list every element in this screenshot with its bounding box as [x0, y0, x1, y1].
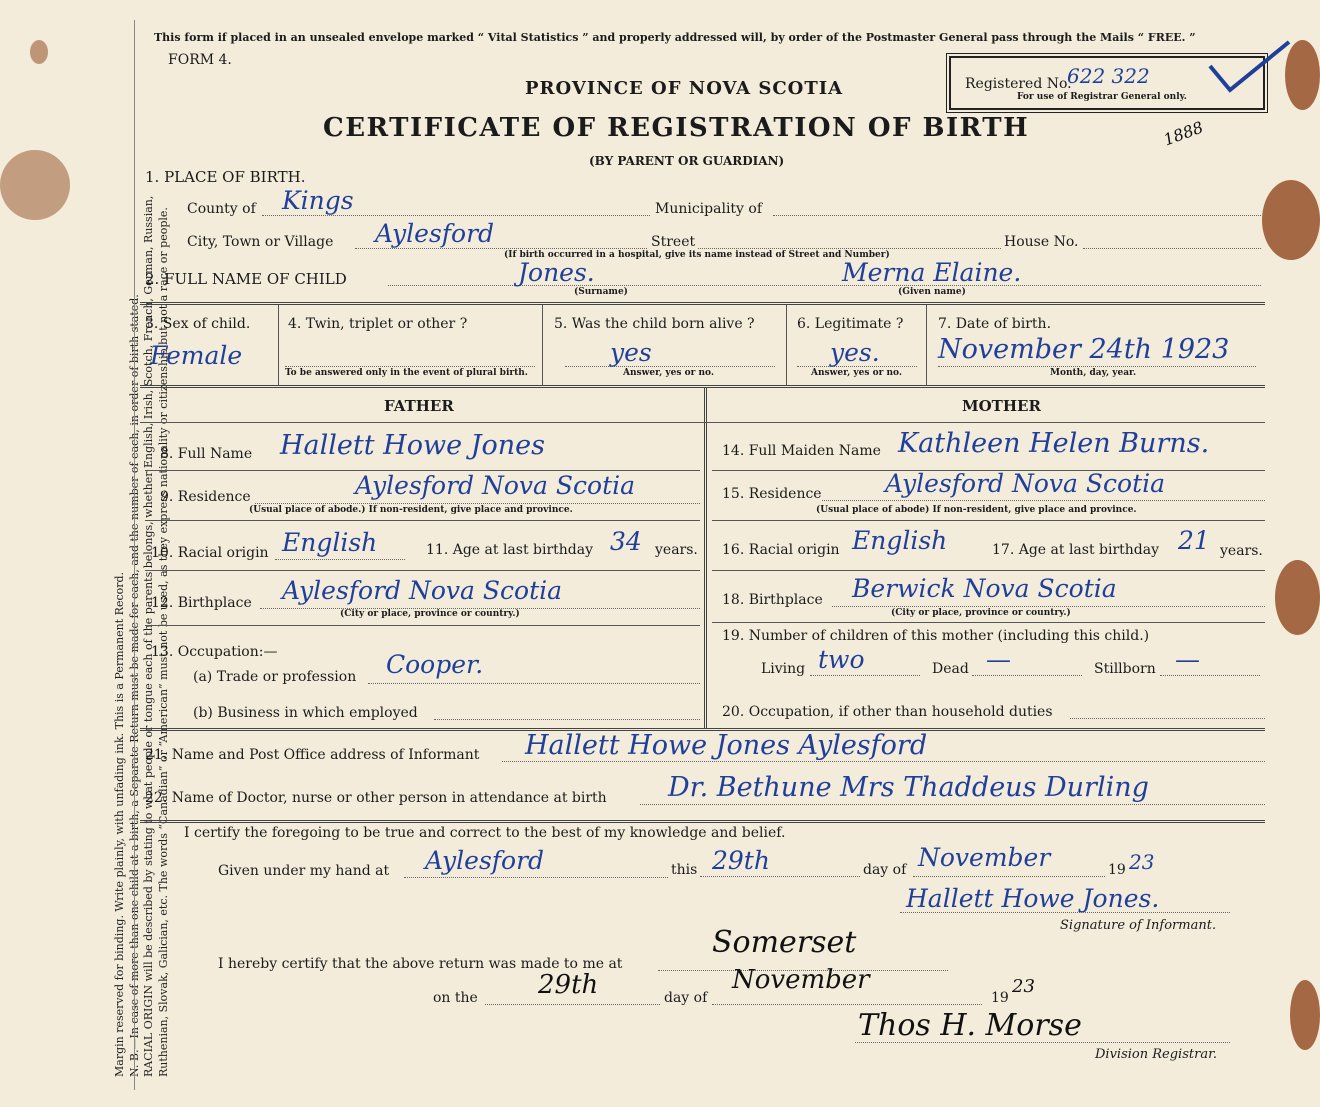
- province-heading: PROVINCE OF NOVA SCOTIA: [525, 78, 844, 99]
- hospital-note: (If birth occurred in a hospital, give its name instead of Street and Number): [504, 250, 890, 260]
- informant-signature: Hallett Howe Jones.: [906, 884, 1160, 913]
- mother-race-label: 16. Racial origin: [722, 542, 840, 558]
- page-subtitle: (BY PARENT OR GUARDIAN): [589, 154, 785, 168]
- father-trade-label: (a) Trade or profession: [193, 669, 357, 685]
- sex-value: Female: [150, 341, 243, 370]
- mother-birthplace-note: (City or place, province or country.): [891, 608, 1071, 618]
- given-place-value: Aylesford: [425, 846, 545, 875]
- house-label: House No.: [1004, 234, 1079, 250]
- mother-name-value: Kathleen Helen Burns.: [898, 428, 1210, 459]
- legitimate-value: yes.: [830, 338, 880, 367]
- mother-race-value: English: [852, 526, 948, 555]
- form-number: FORM 4.: [168, 52, 232, 68]
- mail-notice: This form if placed in an unsealed envelope marked “ Vital Statistics ” and properly addressed will, by order of the Postmaster General pass through the Mails “ FREE. ”: [154, 31, 1196, 44]
- city-label: City, Town or Village: [187, 234, 334, 250]
- this-day-value: 29th: [712, 846, 770, 875]
- registered-number: 622 322: [1067, 64, 1150, 88]
- registrar-signature: Thos H. Morse: [858, 1008, 1082, 1043]
- dob-value: November 24th 1923: [938, 334, 1230, 365]
- registrar-year-value: 23: [1012, 976, 1035, 997]
- dead-label: Dead: [932, 661, 969, 677]
- cert-year-value: 23: [1129, 850, 1155, 874]
- registrar-day-value: 29th: [538, 970, 599, 1000]
- binding-margin: [0, 0, 170, 1107]
- mother-name-label: 14. Full Maiden Name: [722, 443, 881, 459]
- mother-birthplace-label: 18. Birthplace: [722, 592, 823, 608]
- father-business-label: (b) Business in which employed: [193, 705, 418, 721]
- father-name-label: 8. Full Name: [160, 446, 253, 462]
- dob-label: 7. Date of birth.: [938, 316, 1052, 332]
- father-residence-label: 9. Residence: [160, 489, 251, 505]
- stillborn-label: Stillborn: [1094, 661, 1156, 677]
- municipality-label: Municipality of: [655, 201, 763, 217]
- registrar-statement: I hereby certify that the above return was made to me at: [218, 956, 623, 972]
- mother-age-unit: years.: [1220, 543, 1263, 559]
- father-heading: FATHER: [384, 397, 454, 415]
- father-trade-value: Cooper.: [386, 650, 484, 679]
- mother-children-label: 19. Number of children of this mother (including this child.): [722, 628, 1150, 644]
- mother-residence-note: (Usual place of abode) If non-resident, give place and province.: [816, 505, 1137, 515]
- mother-age-value: 21: [1178, 526, 1210, 555]
- legitimate-note: Answer, yes or no.: [811, 368, 902, 378]
- cert-month-value: November: [918, 843, 1051, 872]
- mother-residence-value: Aylesford Nova Scotia: [885, 469, 1166, 498]
- mother-occupation-label: 20. Occupation, if other than household duties: [722, 704, 1053, 720]
- informant-label: 21. Name and Post Office address of Informant: [145, 747, 480, 763]
- margin-rule: [134, 20, 135, 1090]
- alive-note: Answer, yes or no.: [623, 368, 714, 378]
- checkmark-icon: [1205, 38, 1295, 98]
- division-registrar-caption: Division Registrar.: [1095, 1047, 1217, 1062]
- mother-age-label: 17. Age at last birthday: [992, 542, 1160, 558]
- given-under-label: Given under my hand at: [218, 863, 390, 879]
- legitimate-label: 6. Legitimate ?: [797, 316, 904, 332]
- living-label: Living: [761, 661, 806, 677]
- registrar-year-prefix: 19: [991, 990, 1009, 1006]
- signature-caption: Signature of Informant.: [1060, 918, 1217, 933]
- father-birthplace-note: (City or place, province or country.): [340, 609, 520, 619]
- informant-value: Hallett Howe Jones Aylesford: [525, 730, 928, 761]
- mother-heading: MOTHER: [962, 397, 1041, 415]
- doctor-value: Dr. Bethune Mrs Thaddeus Durling: [668, 772, 1149, 803]
- registrar-day-label: day of: [664, 990, 708, 1006]
- father-residence-note: (Usual place of abode.) If non-resident, give place and province.: [249, 505, 573, 515]
- father-birthplace-label: 12. Birthplace: [151, 595, 252, 611]
- mother-birthplace-value: Berwick Nova Scotia: [852, 574, 1117, 603]
- father-residence-value: Aylesford Nova Scotia: [355, 471, 636, 500]
- dead-value: —: [986, 645, 1011, 674]
- margin-note-3: RACIAL ORIGIN will be described by stating to what people or tongue each of the parents belongs, whether English, Irish, Scotch, French, German, Russian,: [142, 195, 155, 1077]
- margin-note-2: N. B.—In case of more than one child at a birth, a Separate Return must be made for each, and the number of each, in order of birth stated.: [127, 294, 141, 1077]
- county-label: County of: [187, 201, 256, 217]
- place-of-birth-heading: 1. PLACE OF BIRTH.: [145, 168, 306, 186]
- registrar-place-value: Somerset: [712, 925, 857, 960]
- surname-caption: (Surname): [574, 287, 628, 297]
- father-race-label: 10. Racial origin: [151, 545, 269, 561]
- twin-note: To be answered only in the event of plural birth.: [285, 368, 528, 378]
- dob-note: Month, day, year.: [1050, 368, 1137, 378]
- county-value: Kings: [282, 186, 354, 215]
- street-label: Street: [651, 234, 696, 250]
- margin-note-4: Ruthenian, Slovak, Galician, etc. The words “Canadian” or “American” must not be used, as they express nationality or citizenship but not a race or people.: [156, 207, 170, 1077]
- mother-residence-label: 15. Residence: [722, 486, 822, 502]
- registrar-month-value: November: [732, 965, 870, 995]
- stain-mark: [1290, 980, 1320, 1050]
- father-race-value: English: [282, 528, 378, 557]
- father-name-value: Hallett Howe Jones: [280, 430, 545, 461]
- city-value: Aylesford: [375, 219, 495, 248]
- stain-mark: [1275, 560, 1320, 635]
- father-birthplace-value: Aylesford Nova Scotia: [282, 576, 563, 605]
- alive-value: yes: [610, 338, 652, 367]
- corner-number: 1888: [1160, 117, 1206, 150]
- child-given-name: Merna Elaine.: [842, 258, 1022, 287]
- this-label: this: [671, 862, 698, 878]
- stillborn-value: —: [1175, 645, 1200, 674]
- registrar-note: For use of Registrar General only.: [1017, 92, 1187, 102]
- father-age-value: 34: [610, 527, 642, 556]
- father-occupation-label: 13. Occupation:—: [151, 644, 278, 660]
- certify-statement: I certify the foregoing to be true and correct to the best of my knowledge and belief.: [184, 825, 786, 841]
- alive-label: 5. Was the child born alive ?: [554, 316, 755, 332]
- child-surname: Jones.: [518, 258, 595, 287]
- child-name-label: 2. FULL NAME OF CHILD: [145, 270, 347, 288]
- cert-year-prefix: 19: [1108, 862, 1126, 878]
- registered-label: Registered No.: [965, 76, 1072, 92]
- stain-mark: [1262, 180, 1320, 260]
- day-of-label: day of: [863, 862, 907, 878]
- sex-label: 3. Sex of child.: [145, 316, 251, 332]
- on-the-label: on the: [433, 990, 478, 1006]
- page-title: CERTIFICATE OF REGISTRATION OF BIRTH: [323, 113, 1030, 143]
- given-caption: (Given name): [898, 287, 966, 297]
- doctor-label: 22. Name of Doctor, nurse or other person in attendance at birth: [145, 790, 607, 806]
- margin-note-1: Margin reserved for binding. Write plainly, with unfading ink. This is a Permanent Record.: [113, 571, 126, 1077]
- living-value: two: [818, 645, 865, 674]
- father-age-unit: years.: [655, 542, 698, 558]
- father-age-label: 11. Age at last birthday: [426, 542, 594, 558]
- twin-label: 4. Twin, triplet or other ?: [288, 316, 468, 332]
